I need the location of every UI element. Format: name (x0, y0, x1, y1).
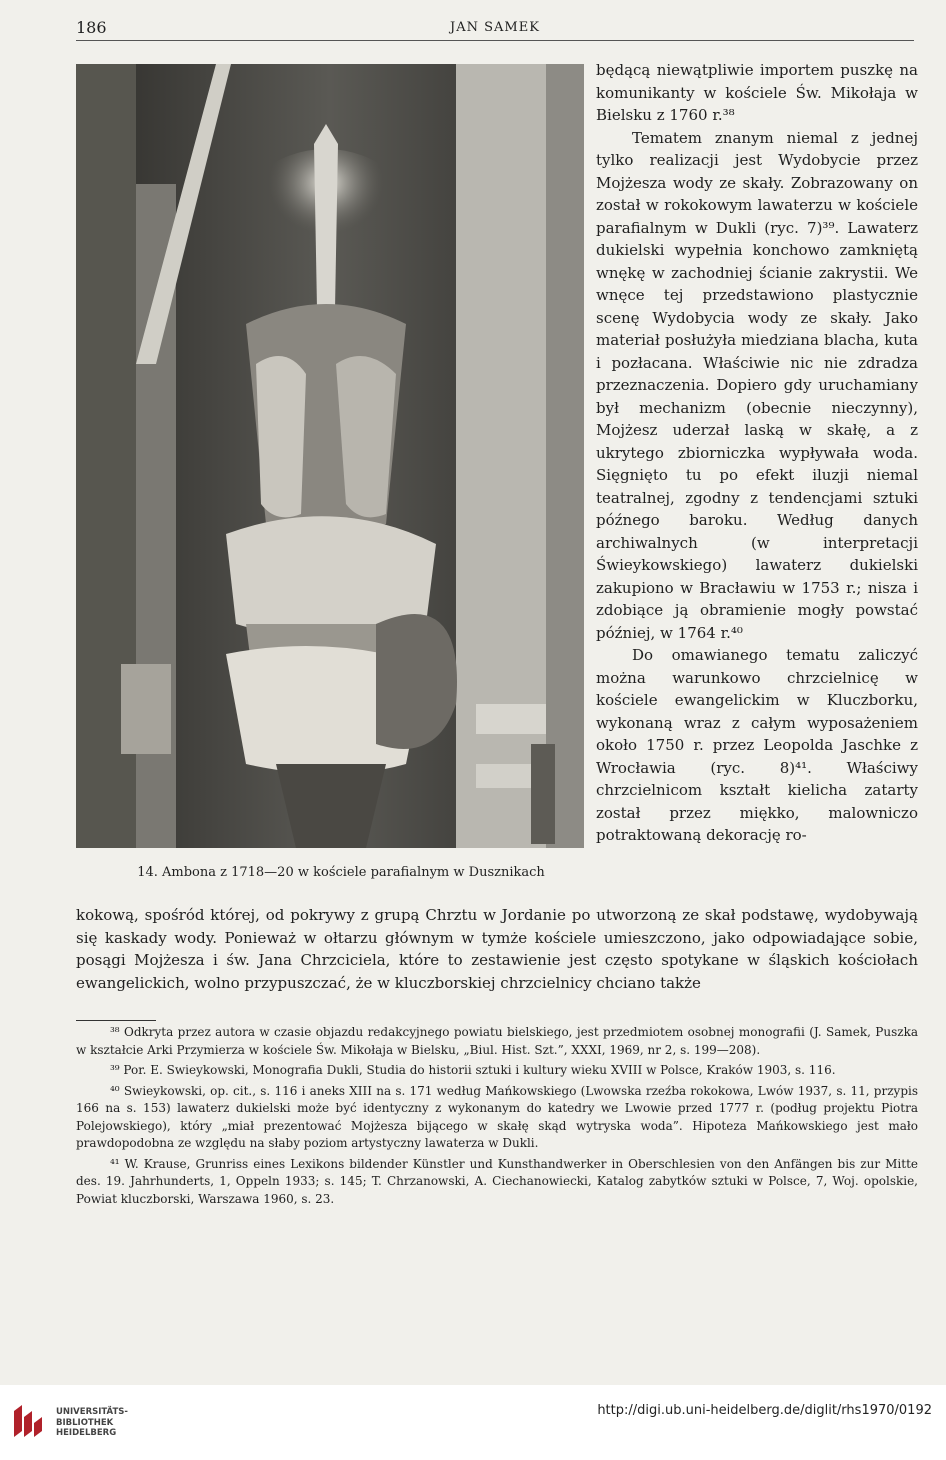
library-name-line-2: BIBLIOTHEK (56, 1417, 114, 1428)
footnotes (76, 1024, 918, 1211)
footnote-39: ³⁹ Por. E. Swieykowski, Monografia Dukli, Studia do historii sztuki i kultury wieku XVIII w Polsce, Kraków 1903, s. 116. (110, 1063, 836, 1077)
page-header (76, 18, 914, 41)
body-text-full-width (76, 904, 918, 994)
column-paragraph-3: Do omawianego tematu zaliczyć można warunkowo chrzcielnicę w kościele ewangelickim w Kluczborku, wykonaną wraz z całym wyposażeniem około 1750 r. przez Leopolda Jaschke z Wrocławia (ryc. 8)⁴¹. Właściwy chrzcielnicom kształt kielicha zatarty został przez miękko, malowniczo potraktowaną dekorację ro- (596, 646, 918, 844)
library-name (56, 1407, 128, 1439)
viewer-footer (0, 1385, 946, 1460)
text-column (596, 59, 918, 847)
library-logo-icon (10, 1401, 50, 1441)
body-paragraph: kokową, spośród której, od pokrywy z grupą Chrztu w Jordanie po utworzoną ze skał podstawę, wydobywają się kaskady wody. Ponieważ w ołtarzu głównym w tymże kościele umieszczono, jako odpowiadające sobie, posągi Mojżesza i św. Jana Chrzciciela, które to zestawienie jest często spotykane w śląskich kościołach ewangelickich, wolno przypuszczać, że w kluczborskiej chrzcielnicy chciano także (76, 906, 918, 992)
footnote-38: ³⁸ Odkryta przez autora w czasie objazdu redakcyjnego powiatu bielskiego, jest przedmiotem osobnej monografii (J. Samek, Puszka w kształcie Arki Przymierza w kościele Św. Mikołaja w Bielsku, „Biul. Hist. Szt.”, XXXI, 1969, nr 2, s. 199—208). (76, 1025, 918, 1057)
running-head: JAN SAMEK (450, 20, 540, 35)
footnote-41: ⁴¹ W. Krause, Grunriss eines Lexikons bildender Künstler und Kunsthandwerker in Oberschlesien von den Anfängen bis zur Mitte des. 19. Jahrhunderts, 1, Oppeln 1933; s. 145; T. Chrzanowski, A. Ciechanowiecki, Katalog zabytków sztuki w Polsce, 7, Woj. opolskie, Powiat kluczborski, Warszawa 1960, s. 23. (76, 1156, 918, 1206)
figure-photograph (76, 64, 584, 848)
library-name-line-3: HEIDELBERG (56, 1428, 117, 1438)
page-number: 186 (76, 18, 107, 37)
source-url[interactable]: http://digi.ub.uni-heidelberg.de/diglit/rhs1970/0192 (597, 1403, 932, 1418)
pulpit-photo-illustration (76, 64, 584, 848)
figure-caption: 14. Ambona z 1718—20 w kościele parafialnym w Dusznikach (137, 865, 545, 880)
column-paragraph-2: Tematem znanym niemal z jednej tylko realizacji jest Wydobycie przez Mojżesza wody ze skały. Zobrazowany on został w rokokowym lawaterzu w kościele parafialnym w Dukli (ryc. 7)³⁹. Lawaterz dukielski wypełnia konchowo zamkniętą wnękę w zachodniej ścianie zakrystii. We wnęce tej przedstawiono plastycznie scenę Wydobycia wody ze skały. Jako materiał posłużyła miedziana blacha, kuta i pozłacana. Właściwie nic nie zdradza przeznaczenia. Dopiero gdy uruchamiany był mechanizm (obecnie nieczynny), Mojżesz uderzał laską w skałę, a z ukrytego zbiorniczka wypływała woda. Sięgnięto tu po efekt iluzji niemal teatralnej, zgodny z tendencjami sztuki późnego baroku. Według danych archiwalnych (w interpretacji Świeykowskiego) lawaterz dukielski zakupiono w Bracławiu w 1753 r.; nisza i zdobiące ją obramienie mogły powstać później, w 1764 r.⁴⁰ (596, 128, 918, 642)
library-name-line-1: UNIVERSITÄTS- (56, 1407, 128, 1417)
column-paragraph-1: będącą niewątpliwie importem puszkę na komunikanty w kościele Św. Mikołaja w Bielsku z 1760 r.³⁸ (596, 61, 918, 124)
footnote-rule (76, 1020, 156, 1021)
footnote-40: ⁴⁰ Swieykowski, op. cit., s. 116 i aneks XIII na s. 171 według Mańkowskiego (Lwowska rzeźba rokokowa, Lwów 1937, s. 11, przypis 166 na s. 153) lawaterz dukielski może być identyczny z wykonanym do katedry we Lwowie przed 1777 r. (podług projektu Piotra Polejowskiego), który „miał prezentować Mojżesza bijącego w skałę skąd wytryska woda”. Hipoteza Mańkowskiego jest mało prawdopodobna ze względu na słaby poziom artystyczny lawaterza w Dukli. (76, 1083, 918, 1150)
